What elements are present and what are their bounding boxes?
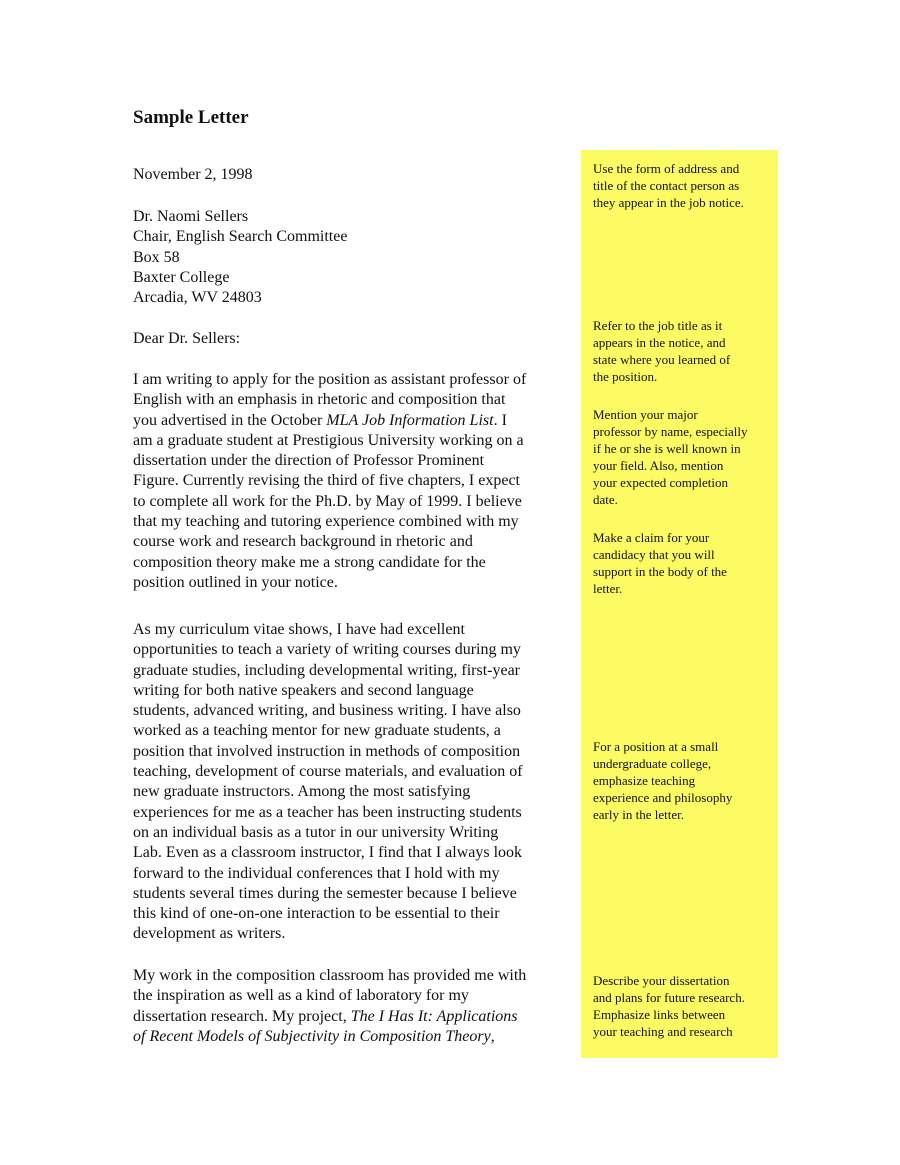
note-line: Emphasize links between	[593, 1006, 726, 1022]
note-line: and plans for future research.	[593, 989, 745, 1005]
p1-line: I am writing to apply for the position as assistant professor of	[133, 371, 527, 388]
p2-line: students several times during the semester because I believe	[133, 884, 517, 902]
p2-line: new graduate instructors. Among the most satisfying	[133, 783, 471, 801]
dissertation-title-part1: The I Has It: Applications	[350, 1007, 518, 1025]
note-line: appears in the notice, and	[593, 334, 726, 350]
p1-line-part: you advertised in the October	[133, 411, 327, 429]
p2-line: experiences for me as a teacher has been instructing students	[133, 803, 522, 821]
p1-line: dissertation under the direction of Professor Prominent	[133, 452, 485, 470]
p3-line-part: ,	[490, 1027, 495, 1045]
paragraph-1	[133, 370, 573, 593]
note-line: candidacy that you will	[593, 546, 715, 562]
note-line: they appear in the job notice.	[593, 194, 744, 210]
note-line: Mention your major	[593, 407, 698, 422]
p2-line: worked as a teaching mentor for new graduate students, a	[133, 722, 501, 740]
note-line: the position.	[593, 368, 658, 384]
p2-line: development as writers.	[133, 925, 286, 943]
note-claim	[593, 530, 775, 598]
p2-line: writing for both native speakers and second language	[133, 681, 474, 699]
recipient-city: Arcadia, WV 24803	[133, 289, 262, 307]
note-line: Use the form of address and	[593, 161, 740, 176]
note-line: Make a claim for your	[593, 530, 710, 545]
letter-title: Sample Letter	[133, 107, 249, 128]
p2-line: students, advanced writing, and business writing. I have also	[133, 702, 521, 720]
note-line: date.	[593, 491, 618, 507]
paragraph-3	[133, 966, 573, 1047]
note-line: your teaching and research	[593, 1023, 733, 1039]
note-line: emphasize teaching	[593, 772, 696, 788]
annotation-sidebar	[581, 150, 778, 1058]
p1-line: English with an emphasis in rhetoric and composition that	[133, 391, 506, 409]
p3-line: the inspiration as well as a kind of laboratory for my	[133, 987, 469, 1005]
p1-line: position outlined in your notice.	[133, 573, 338, 591]
note-line: support in the body of the	[593, 563, 727, 579]
note-line: your expected completion	[593, 474, 729, 490]
note-small-college	[593, 739, 775, 824]
paragraph-2	[133, 620, 573, 945]
p1-line: to complete all work for the Ph.D. by May of 1999. I believe	[133, 492, 522, 510]
letter-date	[133, 165, 573, 185]
dissertation-title-part2: of Recent Models of Subjectivity in Composition Theory	[133, 1027, 491, 1045]
date-text: November 2, 1998	[133, 166, 253, 183]
p2-line: teaching, development of course materials, and evaluation of	[133, 763, 523, 781]
p1-line: am a graduate student at Prestigious University working on a	[133, 431, 524, 449]
p3-line	[133, 1027, 573, 1047]
p1-line: course work and research background in rhetoric and	[133, 533, 473, 551]
p1-line-part: . I	[493, 411, 507, 429]
note-line: if he or she is well known in	[593, 440, 741, 456]
note-line: professor by name, especially	[593, 423, 748, 439]
p3-line-part: dissertation research. My project,	[133, 1007, 351, 1025]
p2-line: opportunities to teach a variety of writing courses during my	[133, 641, 521, 659]
salutation-text: Dear Dr. Sellers:	[133, 330, 241, 347]
recipient-college: Baxter College	[133, 268, 230, 286]
p1-line: composition theory make me a strong candidate for the	[133, 553, 486, 571]
note-line: Describe your dissertation	[593, 973, 730, 988]
salutation	[133, 329, 573, 349]
note-line: Refer to the job title as it	[593, 318, 723, 333]
note-line: For a position at a small	[593, 739, 719, 754]
note-line: undergraduate college,	[593, 755, 712, 771]
recipient-address	[133, 207, 573, 308]
note-line: letter.	[593, 580, 623, 596]
journal-title: MLA Job Information List	[326, 411, 494, 429]
note-line: experience and philosophy	[593, 789, 733, 805]
p1-line: Figure. Currently revising the third of five chapters, I expect	[133, 472, 520, 490]
p3-line: My work in the composition classroom has provided me with	[133, 967, 527, 984]
recipient-box: Box 58	[133, 248, 180, 266]
p1-line: that my teaching and tutoring experience combined with my	[133, 513, 519, 531]
note-job-title	[593, 318, 775, 386]
note-line: title of the contact person as	[593, 177, 740, 193]
note-major-professor	[593, 407, 775, 508]
p2-line: As my curriculum vitae shows, I have had excellent	[133, 621, 465, 638]
recipient-name: Dr. Naomi Sellers	[133, 208, 249, 225]
p1-line	[133, 411, 573, 431]
note-line: your field. Also, mention	[593, 457, 724, 473]
p2-line: on an individual basis as a tutor in our university Writing	[133, 823, 499, 841]
p2-line: forward to the individual conferences that I hold with my	[133, 864, 500, 882]
p3-line	[133, 1007, 573, 1027]
note-dissertation	[593, 973, 775, 1041]
recipient-role: Chair, English Search Committee	[133, 228, 348, 246]
p2-line: this kind of one-on-one interaction to be essential to their	[133, 905, 500, 923]
p2-line: Lab. Even as a classroom instructor, I find that I always look	[133, 844, 523, 862]
note-form-of-address	[593, 161, 775, 212]
note-line: state where you learned of	[593, 351, 731, 367]
p2-line: graduate studies, including developmental writing, first-year	[133, 661, 520, 679]
p2-line: position that involved instruction in methods of composition	[133, 742, 521, 760]
note-line: early in the letter.	[593, 806, 684, 822]
